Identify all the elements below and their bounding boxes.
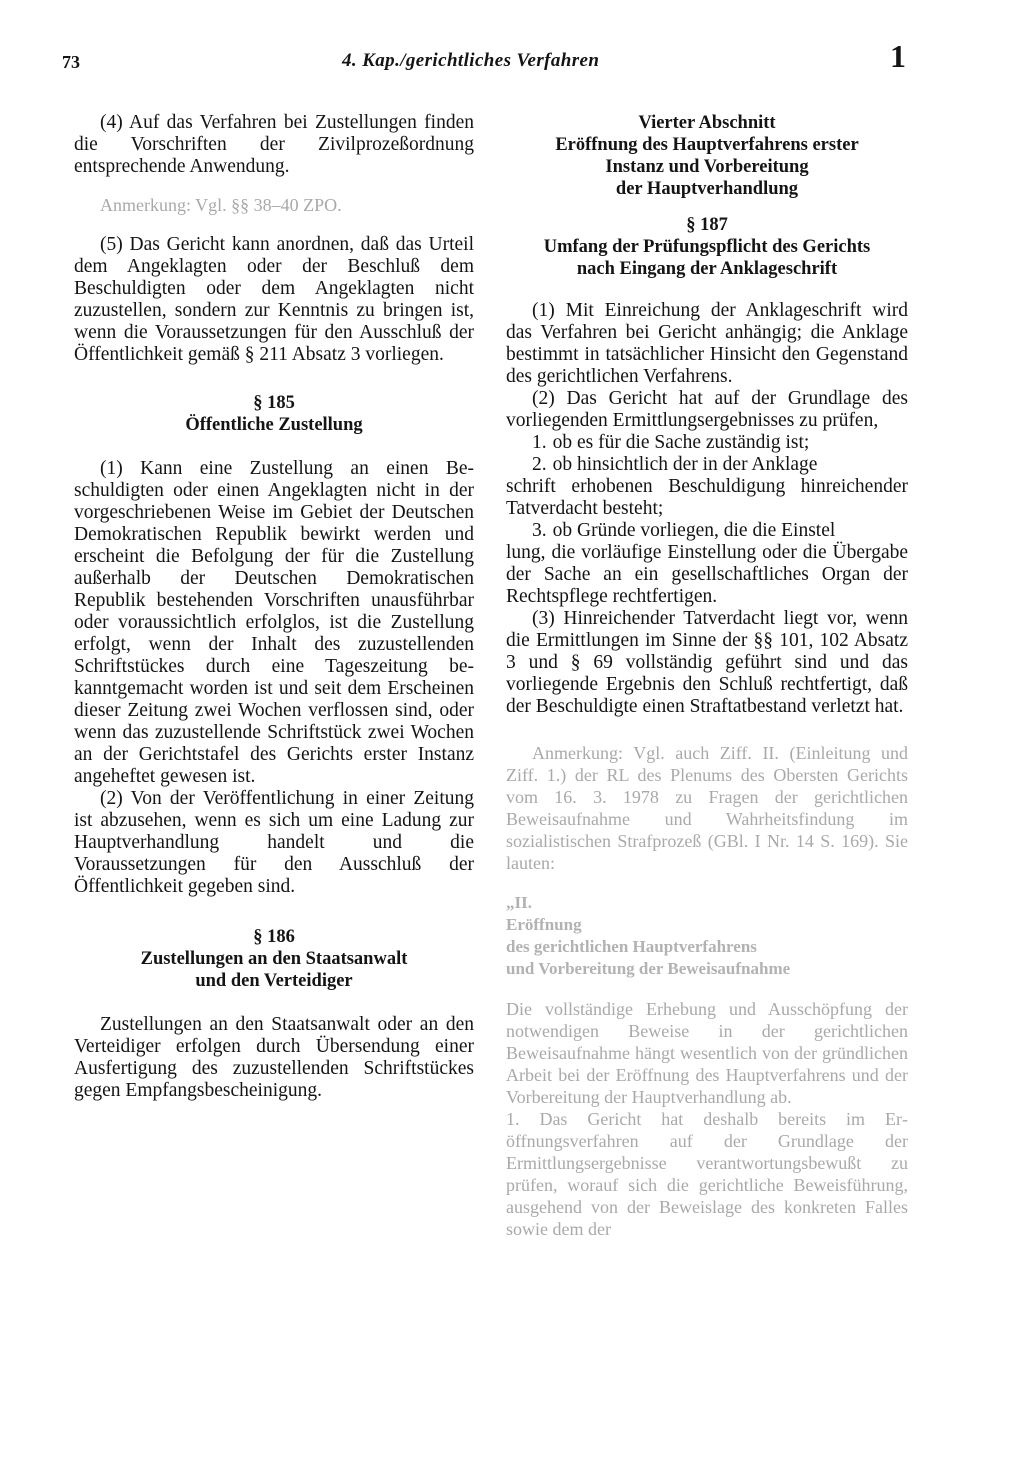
list-item-2-text: ob hinsichtlich der in der Anklage [552, 454, 818, 475]
paragraph-187-1: (1) Mit Einreichung der Anklageschrift wird das Verfahren bei Gericht anhängig; die Anklage bestimmt in tatsächlicher Hinsicht den Gegenstand des gerichtlichen Verfahrens. [506, 300, 908, 387]
paragraph-187-3: (3) Hinreichender Tatverdacht liegt vor, wenn die Ermittlungen im Sinne der §§ 101, 102 Absatz 3 und § 69 vollständig geführt sind und das vorliegende Ergebnis den Schluß rechtfertigt, daß der Beschuldigte einen Straftatbestand verletzt hat. [506, 608, 908, 717]
list-item-3-text: ob Gründe vorliegen, die die Einstel [552, 520, 836, 541]
quote-title-line3: und Vorbereitung der Beweisaufnahme [506, 959, 791, 978]
annotation-zpo: Anmerkung: Vgl. §§ 38–40 ZPO. [100, 195, 342, 215]
page-number: 73 [62, 52, 80, 72]
list-item-1-number: 1. [532, 432, 547, 453]
list-item-2-number: 2. [532, 454, 547, 475]
list-item-2 [506, 454, 908, 476]
section-186-number: § 186 [253, 927, 295, 947]
paragraph-184-4: (4) Auf das Verfahren bei Zustellungen finden die Vorschriften der Zivilprozeßordnung entsprechende Anwendung. [74, 112, 474, 177]
section-185-title: Öffentliche Zustellung [185, 415, 363, 435]
section-186-title-line2: und den Verteidiger [195, 971, 353, 991]
part-title-line1: Vierter Abschnitt [638, 113, 776, 133]
list-item-1 [506, 432, 908, 454]
quote-paragraph-1: Die vollständige Erhebung und Ausschöpfung der notwendigen Beweise in der gerichtlichen Beweisaufnahme hängt wesentlich von der gründlichen Arbeit bei der Eröffnung des Hauptverfahrens und der Vorbereitung der Hauptverhandlung ab. [506, 999, 908, 1107]
paragraph-186-1: Zustellungen an den Staatsanwalt oder an den Verteidiger erfolgen durch Übersendung einer Ausfertigung des zuzustellenden Schriftstückes gegen Empfangsbescheinigung. [74, 1014, 474, 1101]
paragraph-187-2: (2) Das Gericht hat auf der Grundlage des vorliegenden Ermittlungsergebnisses zu prüfen, [506, 388, 908, 431]
section-185-number: § 185 [253, 393, 295, 413]
running-title: 4. Kap./gerichtliches Verfahren [342, 50, 600, 71]
section-186-title-line1: Zustellungen an den Staatsanwalt [140, 949, 408, 969]
list-item-1-text: ob es für die Sache zuständig ist; [552, 432, 810, 453]
left-column [74, 112, 474, 1102]
section-187-number: § 187 [686, 215, 728, 235]
list-item-3-continued: lung, die vorläufige Einstellung oder die Übergabe der Sache an ein gesellschaftliches Organ der Rechtspflege rechtfertigen. [506, 542, 908, 607]
part-title-line2: Eröffnung des Hauptverfahrens erster [555, 135, 859, 155]
paragraph-185-1: (1) Kann eine Zustellung an einen Beschuldigten oder einen Angeklagten nicht in der vorgeschriebenen Weise im Gebiet der Deutschen Demokratischen Republik bewirkt werden und erscheint die Befolgung der für die Zustellung außerhalb der Deutschen Demokratischen Republik bestehenden Vorschriften unausführbar oder voraussichtlich erfolglos, ist die Zustellung erfolgt, wenn der Inhalt des zuzustellenden Schriftstückes durch eine Tageszeitung bekanntgemacht worden ist und seit dem Erscheinen dieser Zeitung zwei Wochen verflossen sind, oder wenn das zuzustellende Schriftstück zwei Wochen an der Gerichtstafel des Gerichts erster Instanz angeheftet gewesen ist. [74, 458, 474, 787]
page-header [0, 0, 1024, 90]
list-item-3 [506, 520, 908, 542]
section-187-title-line2: nach Eingang der Anklageschrift [576, 259, 838, 279]
paragraph-184-5: (5) Das Gericht kann anordnen, daß das Urteil dem Angeklagten oder der Beschluß dem Beschuldigten oder dem Angeklagten nicht zuzustellen, sondern zur Kenntnis zu bringen ist, wenn die Voraussetzungen für den Ausschluß der Öffentlichkeit gemäß § 211 Absatz 3 vorliegen. [74, 234, 474, 365]
list-item-3-number: 3. [532, 520, 547, 541]
list-item-2-continued: schrift erhobenen Beschuldigung hinreichender Tatverdacht besteht; [506, 476, 908, 519]
right-column [506, 112, 908, 1240]
quote-section-number: „II. [506, 893, 532, 912]
part-title-line4: der Hauptverhandlung [615, 179, 799, 199]
quote-paragraph-2: 1. Das Gericht hat deshalb bereits im Eröffnungsverfahren auf der Grundlage der Ermittlungsergebnisse verantwortungsbewußt zu prüfen, worauf sich die gerichtliche Beweisführung, ausgehend von der Beweislage des konkreten Falles sowie dem der [506, 1109, 908, 1239]
quote-title-line2: des gerichtlichen Hauptverfahrens [506, 937, 757, 956]
part-title-line3: Instanz und Vorbereitung [605, 157, 809, 177]
chapter-number: 1 [890, 38, 906, 74]
paragraph-185-2: (2) Von der Veröffentlichung in einer Zeitung ist abzusehen, wenn es sich um eine Ladung zur Hauptverhandlung handelt und die Voraussetzungen für den Ausschluß der Öffentlichkeit gegeben sind. [74, 788, 474, 897]
annotation-rl-plenum: Anmerkung: Vgl. auch Ziff. II. (Einleitung und Ziff. 1.) der RL des Plenums des Obersten Gerichts vom 16. 3. 1978 zu Fragen der gerichtlichen Beweisaufnahme und Wahrheitsfindung im sozialistischen Strafprozeß (GBl. I Nr. 14 S. 169). Sie lauten: [506, 743, 908, 873]
quote-title-line1: Eröffnung [506, 915, 582, 934]
section-187-title-line1: Umfang der Prüfungspflicht des Gerichts [543, 237, 871, 257]
